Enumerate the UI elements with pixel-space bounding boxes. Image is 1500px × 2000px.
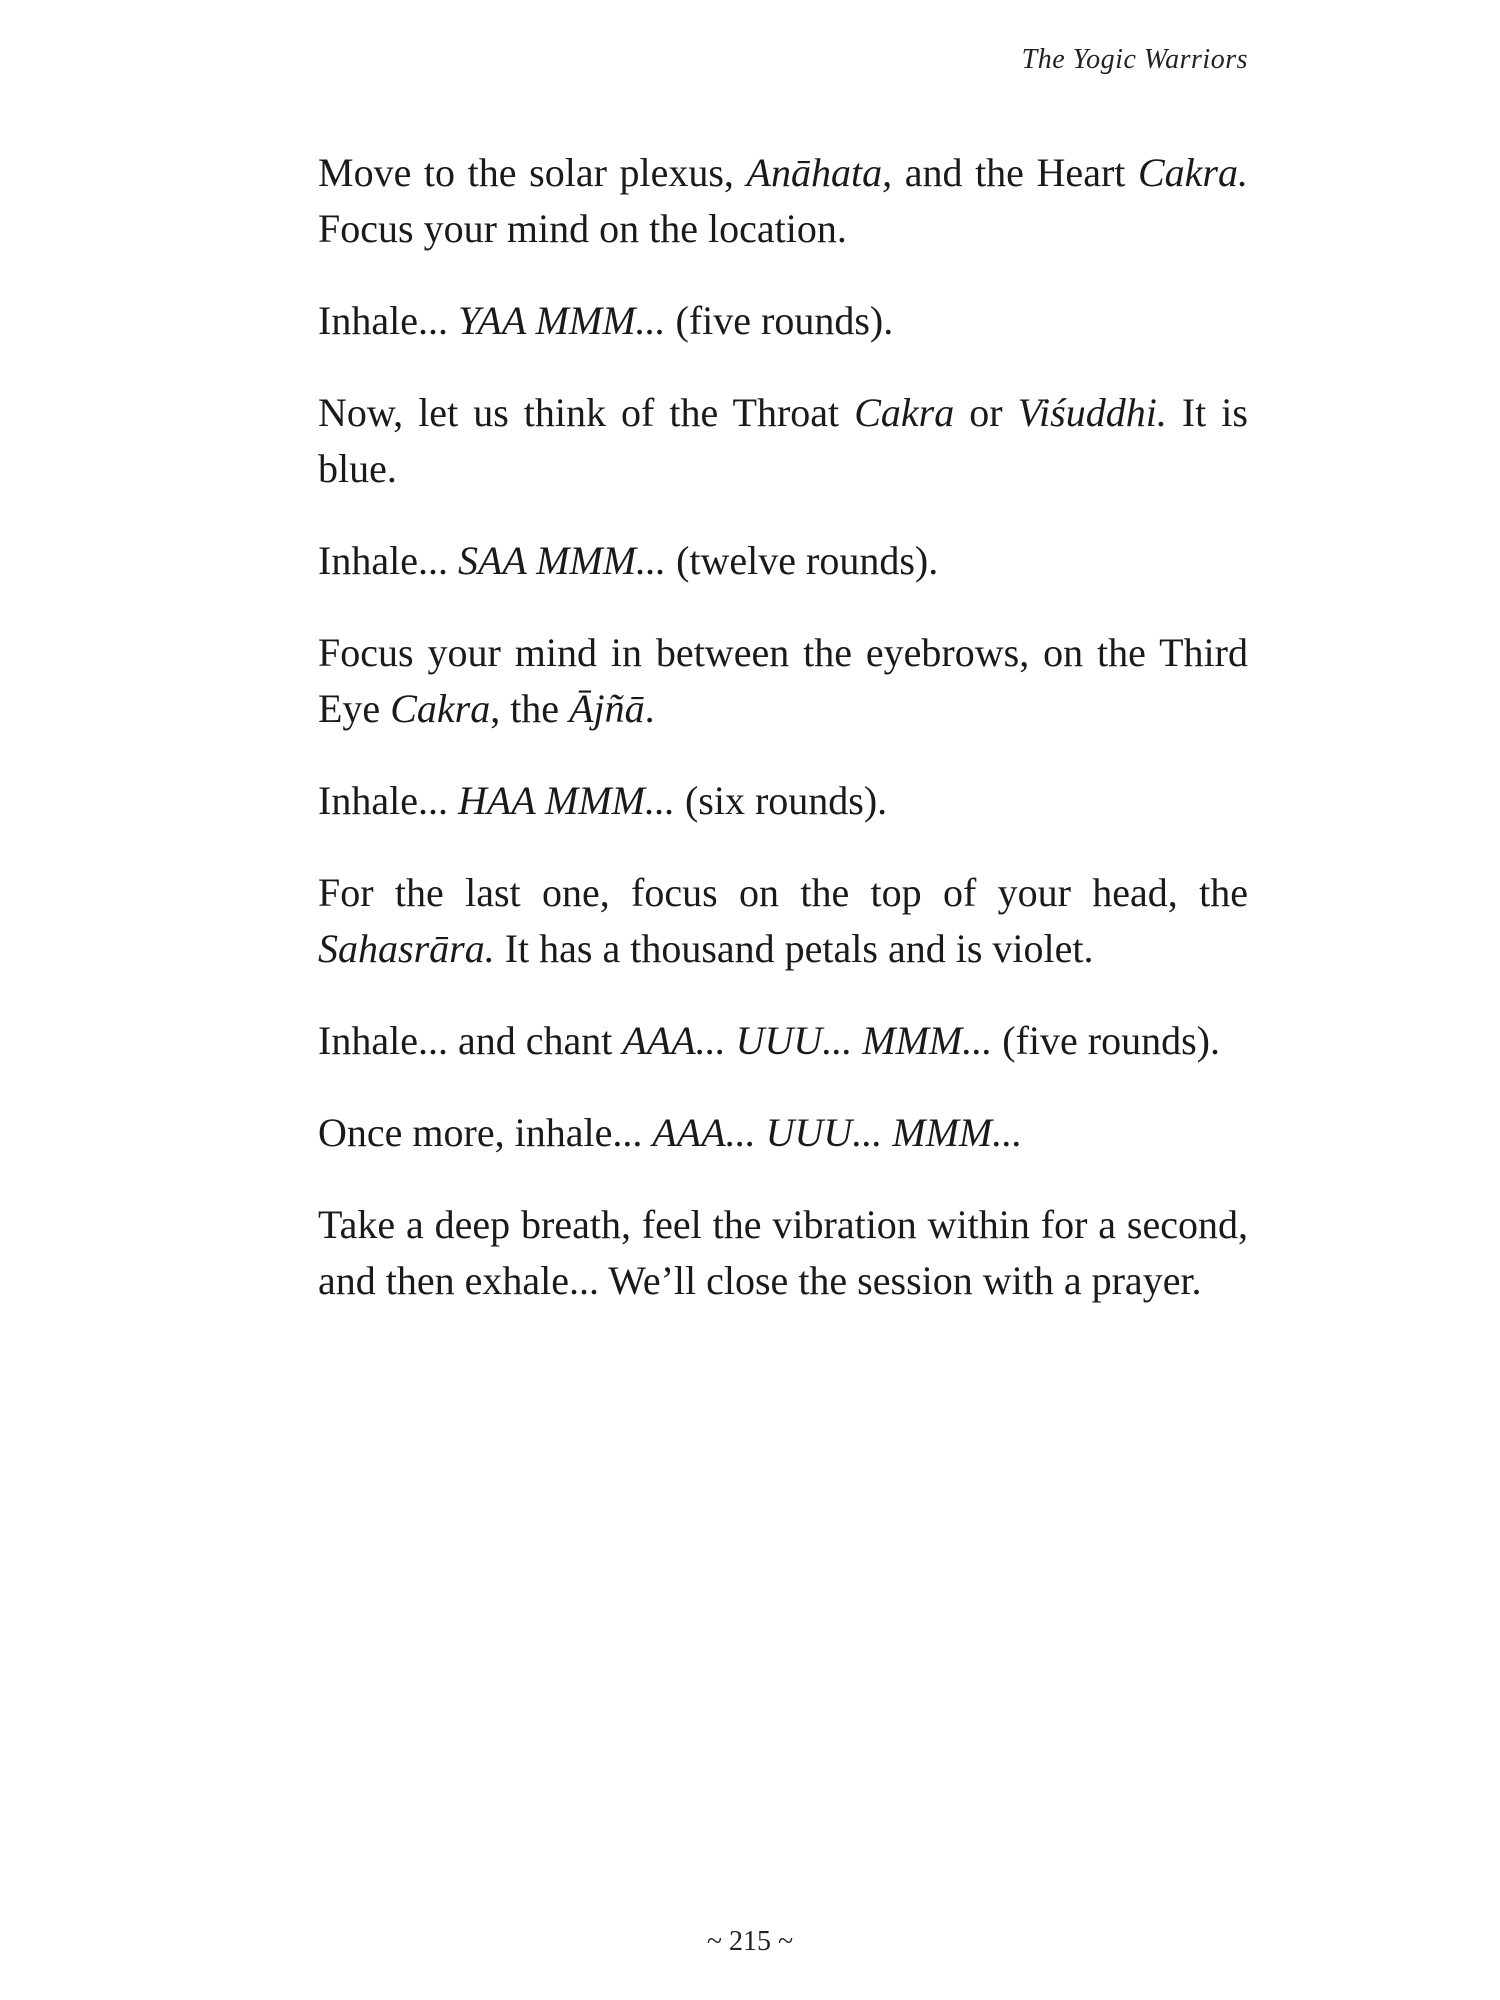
text-segment: It is blue. — [318, 390, 1248, 491]
paragraph — [318, 773, 1248, 829]
italic-term: Sahasrāra. — [318, 926, 495, 971]
text-segment: , the — [490, 686, 570, 731]
paragraph — [318, 1105, 1248, 1161]
text-segment: or — [954, 390, 1018, 435]
text-segment: Now, let us think of the Throat — [318, 390, 855, 435]
text-segment: and the Heart — [892, 150, 1138, 195]
text-segment: Focus your mind on the location. — [318, 206, 847, 251]
paragraph — [318, 1197, 1248, 1309]
paragraph — [318, 533, 1248, 589]
text-segment: Move to the solar plexus, — [318, 150, 747, 195]
text-segment: For the last one, focus on the top of your head, the — [318, 870, 1248, 915]
text-segment: Once more, inhale... — [318, 1110, 653, 1155]
paragraph — [318, 145, 1248, 257]
body-text — [318, 145, 1248, 1345]
italic-term: Ājñā — [569, 686, 645, 731]
italic-term: Anāhata, — [746, 150, 893, 195]
page-number: ~ 215 ~ — [706, 1926, 794, 1957]
italic-chant: YAA MMM... — [457, 298, 666, 343]
text-segment: (twelve rounds). — [666, 538, 939, 583]
running-head-title: The Yogic Warriors — [1021, 44, 1248, 75]
italic-term: Cakra. — [1138, 150, 1248, 195]
italic-term: Cakra — [390, 686, 491, 731]
text-segment: Inhale... — [318, 778, 458, 823]
text-segment: Take a deep breath, feel the vibration within for a second, and then exhale... We’ll close the session with a prayer. — [318, 1202, 1248, 1303]
text-segment: It has a thousand petals and is violet. — [494, 926, 1094, 971]
text-segment: (five rounds). — [665, 298, 894, 343]
italic-chant: AAA... UUU... MMM... — [652, 1110, 1023, 1155]
paragraph — [318, 865, 1248, 977]
text-segment: (six rounds). — [674, 778, 888, 823]
paragraph — [318, 625, 1248, 737]
italic-chant: SAA MMM... — [457, 538, 667, 583]
paragraph — [318, 1013, 1248, 1069]
text-segment: Focus your mind in between the eyebrows, on the Third Eye — [318, 630, 1248, 731]
paragraph — [318, 293, 1248, 349]
italic-chant: HAA MMM... — [457, 778, 675, 823]
italic-term: Viśuddhi. — [1017, 390, 1167, 435]
text-segment: (five rounds). — [992, 1018, 1220, 1063]
text-segment: Inhale... — [318, 538, 458, 583]
paragraph — [318, 385, 1248, 497]
text-segment: Inhale... and chant — [318, 1018, 623, 1063]
italic-chant: AAA... UUU... MMM... — [622, 1018, 993, 1063]
text-segment: Inhale... — [318, 298, 458, 343]
italic-term: Cakra — [854, 390, 955, 435]
text-segment: . — [644, 686, 655, 731]
